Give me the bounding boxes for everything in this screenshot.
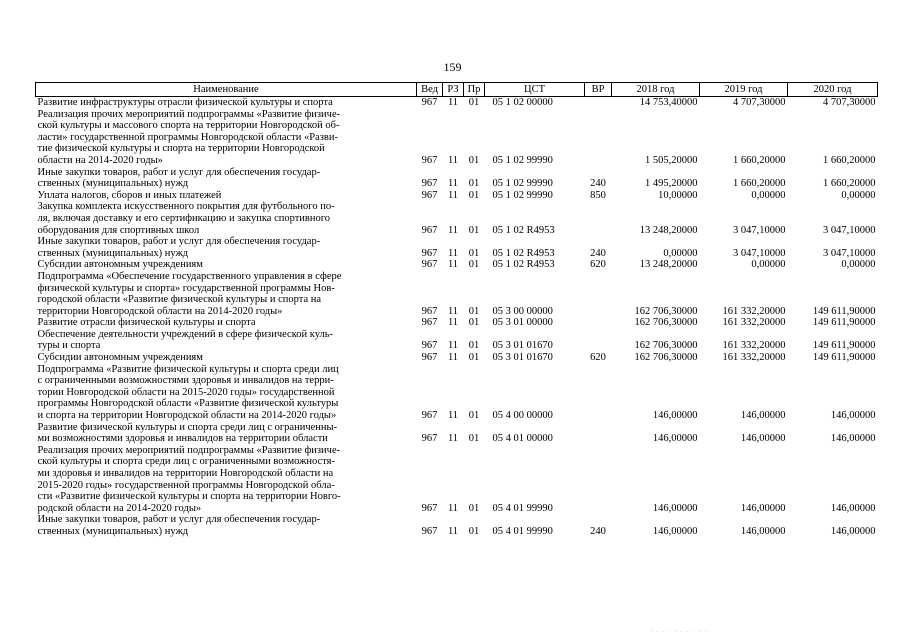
header-cst: ЦСТ [485, 83, 585, 97]
table-row [36, 190, 878, 202]
row-rz: 11 [447, 525, 459, 537]
row-vr [585, 271, 612, 317]
row-ved: 967 [421, 305, 438, 317]
row-2019: 1 660,20000 [733, 178, 786, 190]
row-2018: 162 706,30000 [634, 305, 698, 317]
row-ved: 967 [421, 352, 438, 364]
row-rz: 11 [447, 178, 459, 190]
row-2019: 146,00000 [740, 410, 786, 422]
table-row [36, 422, 878, 445]
page-number: 159 [443, 60, 462, 74]
row-2019: 161 332,20000 [722, 352, 786, 364]
row-name [36, 259, 417, 271]
row-name-line: Уплата налогов, сборов и иных платежей [37, 189, 222, 201]
row-ved: 967 [421, 410, 438, 422]
row-name-line: с ограниченными возможностями здоровья и инвалидов на терри- [37, 375, 334, 387]
row-ved: 967 [421, 247, 438, 259]
row-pr: 01 [468, 340, 480, 352]
row-rz: 11 [447, 259, 459, 271]
header-rz: РЗ [443, 83, 464, 97]
row-name-line: туры и спорта [37, 340, 101, 352]
row-name-line: ской культуры и спорта среди лиц с ограниченными возможностя- [37, 456, 335, 468]
table-row [36, 201, 878, 236]
row-rz: 11 [447, 410, 459, 422]
row-name-line: Иные закупки товаров, работ и услуг для обеспечения государ- [37, 236, 321, 248]
row-name [36, 329, 417, 352]
table-row [36, 271, 878, 317]
row-name-line: Подпрограмма «Развитие физической культуры и спорта среди лиц [37, 363, 339, 375]
row-2018: 10,00000 [658, 189, 698, 201]
row-pr: 01 [468, 305, 480, 317]
row-2018: 13 248,20000 [639, 259, 698, 271]
row-name-line: 2015-2020 годы» государственной программы Новгородской обла- [37, 479, 335, 491]
row-2018: 162 706,30000 [634, 340, 698, 352]
row-vr [585, 329, 612, 352]
row-name-line: Субсидии автономным учреждениям [37, 352, 203, 364]
row-cst: 05 1 02 99990 [492, 154, 553, 166]
row-2019: 0,00000 [751, 189, 786, 201]
table-row [36, 317, 878, 329]
table-row [36, 352, 878, 364]
row-pr: 01 [464, 97, 485, 109]
row-rz: 11 [447, 502, 459, 514]
row-name-line: Иные закупки товаров, работ и услуг для обеспечения государ- [37, 166, 321, 178]
row-2020: 3 047,10000 [823, 224, 876, 236]
row-vr [585, 445, 612, 515]
row-2018: 1 505,20000 [645, 154, 698, 166]
row-name [36, 514, 417, 537]
row-cst: 05 1 02 R4953 [492, 224, 555, 236]
row-name [36, 364, 417, 422]
row-name-line: ласти» государственной программы Новгородской области «Разви- [37, 131, 338, 143]
header-2018: 2018 год [612, 83, 700, 97]
row-cst: 05 1 02 00000 [485, 97, 585, 109]
row-2019: 161 332,20000 [722, 317, 786, 329]
row-name [36, 201, 417, 236]
row-2019: 3 047,10000 [733, 224, 786, 236]
row-name [36, 317, 417, 329]
table-header-row [36, 83, 878, 97]
row-name-line: физической культуры и спорта» государственной программы Нов- [37, 282, 335, 294]
table-row [36, 445, 878, 515]
row-name-line: области на 2014-2020 годы» [37, 154, 163, 166]
table-row [36, 259, 878, 271]
row-name-line: ской культуры и массового спорта на территории Новгородской об- [37, 120, 340, 132]
row-ved: 967 [421, 502, 438, 514]
row-2020: 0,00000 [841, 259, 876, 271]
row-name [36, 236, 417, 259]
row-name-line: и спорта на территории Новгородской области на 2014-2020 годы» [37, 410, 337, 422]
row-2019: 161 332,20000 [722, 340, 786, 352]
row-pr: 01 [468, 224, 480, 236]
row-pr: 01 [468, 189, 480, 201]
row-2018: 13 248,20000 [639, 224, 698, 236]
table-row [36, 236, 878, 259]
row-name-line: Развитие отрасли физической культуры и спорта [37, 317, 256, 329]
row-ved: 967 [417, 97, 443, 109]
row-ved: 967 [421, 340, 438, 352]
row-cst: 05 1 02 R4953 [492, 259, 555, 271]
row-name-line: Развитие инфраструктуры отрасли физической культуры и спорта [37, 97, 333, 108]
row-vr [585, 97, 612, 109]
header-ved: Вед [417, 83, 443, 97]
row-name [36, 352, 417, 364]
row-name-line: территории Новгородской области на 2014-2020 годы» [37, 305, 283, 317]
row-pr: 01 [468, 502, 480, 514]
row-ved: 967 [421, 525, 438, 537]
row-name-line: Иные закупки товаров, работ и услуг для обеспечения государ- [37, 514, 321, 526]
row-name-line: сти «Развитие физической культуры и спорта на территории Новго- [37, 491, 341, 503]
row-2020: 0,00000 [841, 189, 876, 201]
row-2020: 146,00000 [830, 502, 876, 514]
row-name-line: ственных (муниципальных) нужд [37, 525, 189, 537]
row-name [36, 271, 417, 317]
row-pr: 01 [468, 433, 480, 445]
row-name-line: Обеспечение деятельности учреждений в сфере физической куль- [37, 328, 334, 340]
row-name-line: оборудования для спортивных школ [37, 224, 200, 236]
row-pr: 01 [468, 317, 480, 329]
row-name [36, 167, 417, 190]
row-2018: 146,00000 [652, 525, 698, 537]
header-2019: 2019 год [700, 83, 788, 97]
table-row [36, 329, 878, 352]
row-2019: 146,00000 [740, 502, 786, 514]
row-name-line: ми здоровья и инвалидов на территории Новгородской области на [37, 468, 334, 479]
row-name-line: Реализация прочих мероприятий подпрограммы «Развитие физиче- [37, 444, 341, 456]
row-2020: 149 611,90000 [812, 317, 876, 329]
row-name-line: ственных (муниципальных) нужд [37, 247, 189, 259]
header-vr: ВР [585, 83, 612, 97]
row-2019: 1 660,20000 [733, 154, 786, 166]
row-vr: 240 [590, 178, 606, 190]
row-2018: 162 706,30000 [634, 317, 698, 329]
row-rz: 11 [447, 189, 459, 201]
row-rz: 11 [443, 97, 464, 109]
row-cst: 05 3 01 01670 [492, 340, 553, 352]
table-body [36, 97, 878, 538]
row-rz: 11 [447, 224, 459, 236]
row-pr: 01 [468, 154, 480, 166]
header-2020: 2020 год [788, 83, 878, 97]
row-cst: 05 3 01 01670 [492, 352, 553, 364]
row-name-line: городской области «Развитие физической культуры и спорта на [37, 294, 322, 306]
row-name-line: Подпрограмма «Обеспечение государственного управления в сфере [37, 270, 342, 282]
row-2020: 146,00000 [830, 410, 876, 422]
header-name: Наименование [36, 83, 417, 97]
row-2019: 3 047,10000 [733, 247, 786, 259]
row-2018: 162 706,30000 [634, 352, 698, 364]
row-name-line: Реализация прочих мероприятий подпрограммы «Развитие физиче- [37, 108, 341, 120]
header-pr: Пр [464, 83, 485, 97]
row-cst: 05 4 00 00000 [492, 410, 553, 422]
row-2019: 161 332,20000 [722, 305, 786, 317]
row-ved: 967 [421, 224, 438, 236]
row-pr: 01 [468, 525, 480, 537]
row-2018: 146,00000 [652, 410, 698, 422]
row-vr: 620 [590, 352, 606, 364]
row-rz: 11 [447, 340, 459, 352]
row-vr: 850 [590, 189, 606, 201]
row-vr: 240 [590, 525, 606, 537]
row-vr [585, 422, 612, 445]
row-name-line: ми возможностями здоровья и инвалидов на территории области [37, 433, 328, 445]
row-cst: 05 1 02 99990 [492, 189, 553, 201]
row-vr [585, 109, 612, 167]
row-vr: 240 [590, 247, 606, 259]
row-pr: 01 [468, 410, 480, 422]
row-name-line: тории Новгородской области на 2015-2020 годы» государственной [37, 386, 335, 398]
row-vr [585, 317, 612, 329]
table-row [36, 109, 878, 167]
row-pr: 01 [468, 259, 480, 271]
row-name [36, 97, 417, 109]
row-name [36, 190, 417, 202]
row-ved: 967 [421, 154, 438, 166]
row-2020: 4 707,30000 [788, 97, 878, 109]
row-cst: 05 4 01 99990 [492, 502, 553, 514]
row-cst: 05 1 02 99990 [492, 178, 553, 190]
table-row [36, 167, 878, 190]
row-2020: 149 611,90000 [812, 340, 876, 352]
row-2020: 146,00000 [830, 525, 876, 537]
row-2020: 146,00000 [830, 433, 876, 445]
row-vr [585, 364, 612, 422]
row-rz: 11 [447, 154, 459, 166]
row-pr: 01 [468, 178, 480, 190]
row-name-line: Субсидии автономным учреждениям [37, 259, 203, 271]
scan-watermark: · · · · · · · · · · [650, 628, 709, 636]
row-cst: 05 1 02 R4953 [492, 247, 555, 259]
row-2020: 149 611,90000 [812, 305, 876, 317]
budget-table [35, 82, 878, 538]
row-name-line: ственных (муниципальных) нужд [37, 178, 189, 190]
row-2019: 4 707,30000 [700, 97, 788, 109]
row-pr: 01 [468, 352, 480, 364]
row-2018: 14 753,40000 [612, 97, 700, 109]
row-2018: 1 495,20000 [645, 178, 698, 190]
row-2019: 0,00000 [751, 259, 786, 271]
row-2019: 146,00000 [740, 525, 786, 537]
table-row [36, 97, 878, 109]
row-rz: 11 [447, 247, 459, 259]
row-ved: 967 [421, 189, 438, 201]
row-name [36, 109, 417, 167]
row-rz: 11 [447, 317, 459, 329]
row-vr [585, 201, 612, 236]
table-row [36, 364, 878, 422]
row-2020: 149 611,90000 [812, 352, 876, 364]
row-ved: 967 [421, 433, 438, 445]
row-cst: 05 4 01 99990 [492, 525, 553, 537]
row-ved: 967 [421, 259, 438, 271]
row-cst: 05 4 01 00000 [492, 433, 553, 445]
row-rz: 11 [447, 433, 459, 445]
row-2018: 146,00000 [652, 433, 698, 445]
row-pr: 01 [468, 247, 480, 259]
row-ved: 967 [421, 317, 438, 329]
row-name [36, 445, 417, 515]
row-rz: 11 [447, 305, 459, 317]
row-name-line: тие физической культуры и спорта на территории Новгородской [37, 143, 325, 155]
row-2020: 1 660,20000 [823, 178, 876, 190]
row-cst: 05 3 01 00000 [492, 317, 553, 329]
row-cst: 05 3 00 00000 [492, 305, 553, 317]
row-name-line: Развитие физической культуры и спорта среди лиц с ограниченны- [37, 421, 338, 433]
row-2018: 146,00000 [652, 502, 698, 514]
row-2020: 3 047,10000 [823, 247, 876, 259]
row-2020: 1 660,20000 [823, 154, 876, 166]
row-name [36, 422, 417, 445]
row-vr: 620 [590, 259, 606, 271]
row-2019: 146,00000 [740, 433, 786, 445]
row-name-line: ля, включая доставку и его сертификацию и закупка спортивного [37, 212, 331, 224]
row-2018: 0,00000 [663, 247, 698, 259]
row-name-line: родской области на 2014-2020 годы» [37, 502, 202, 514]
row-rz: 11 [447, 352, 459, 364]
row-name-line: программы Новгородской области «Развитие физической культуры [37, 398, 339, 410]
table-row [36, 514, 878, 537]
row-name-line: Закупка комплекта искусственного покрытия для футбольного по- [37, 201, 335, 213]
row-ved: 967 [421, 178, 438, 190]
